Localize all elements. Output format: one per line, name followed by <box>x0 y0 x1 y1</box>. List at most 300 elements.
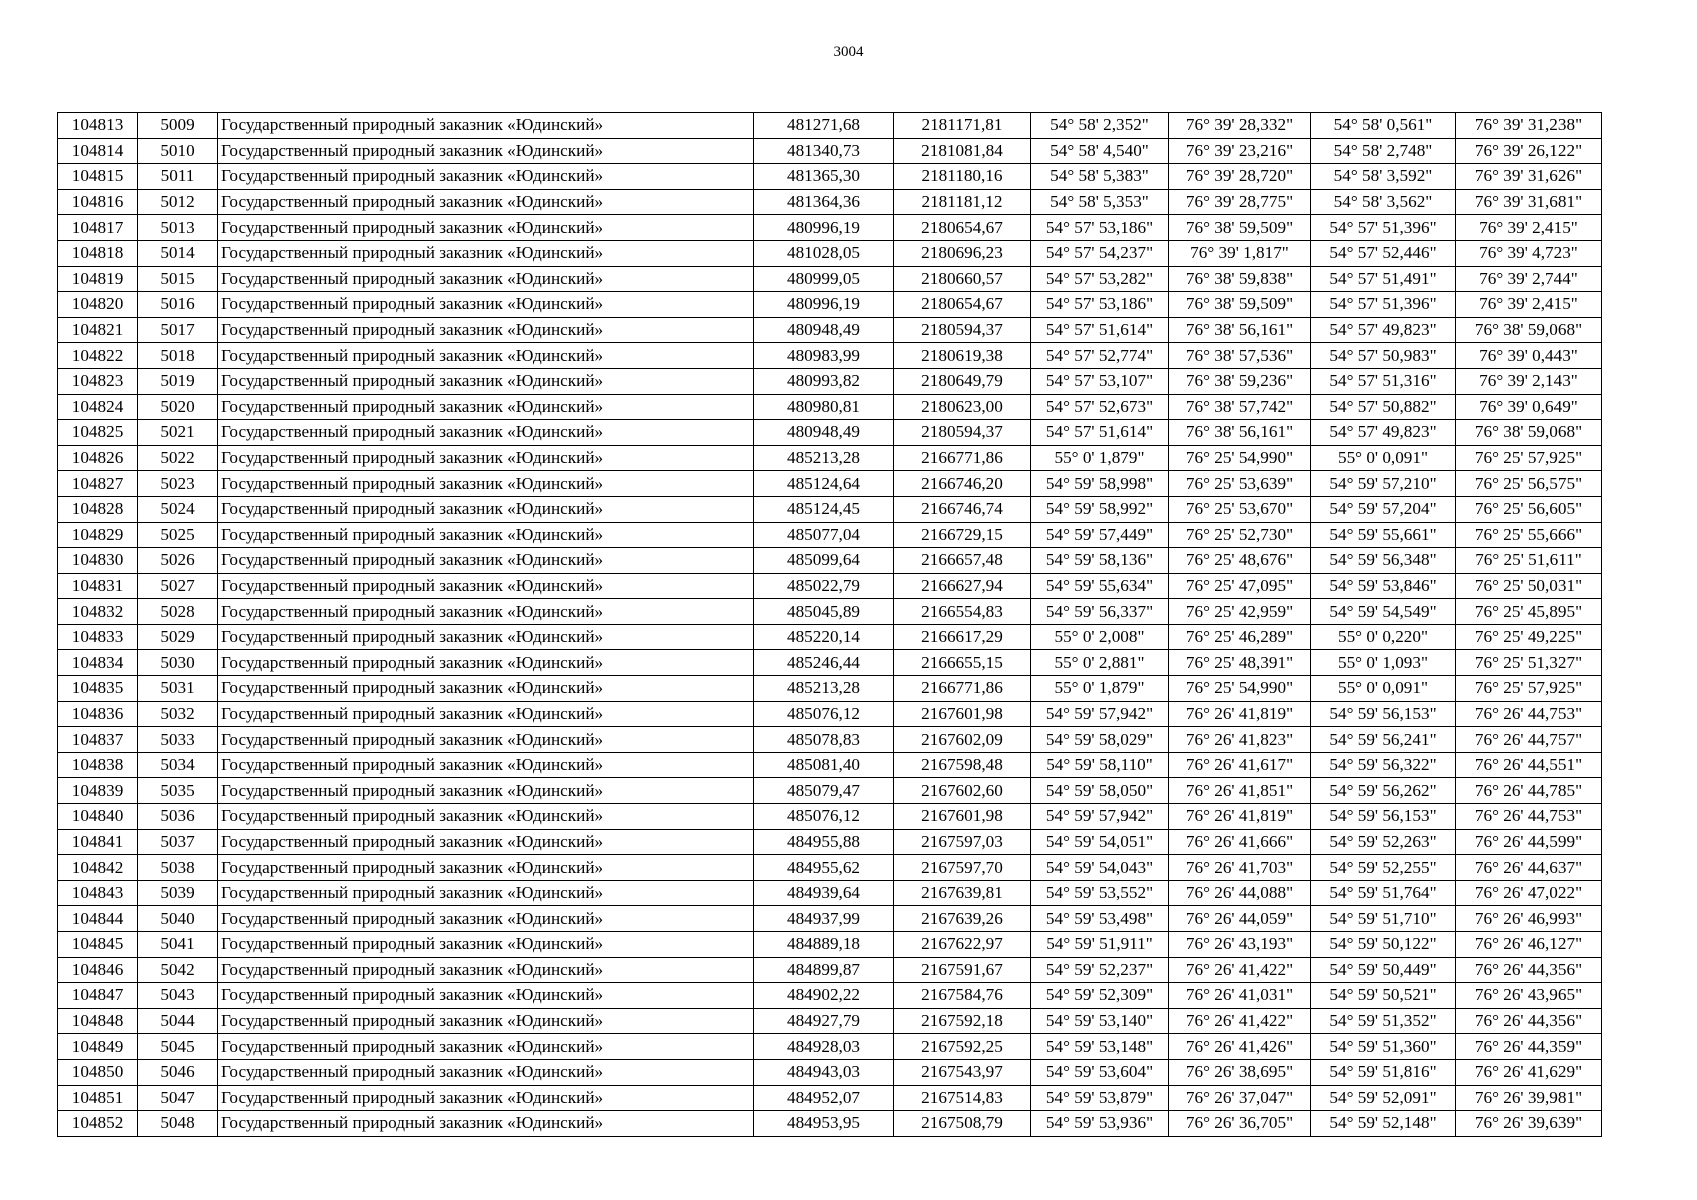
latitude-wgs-cell: 55° 0' 0,220" <box>1311 624 1456 650</box>
row-number-cell: 104847 <box>58 983 138 1009</box>
latitude-cell: 54° 59' 58,029" <box>1031 727 1169 753</box>
longitude-wgs-cell: 76° 39' 26,122" <box>1456 138 1602 164</box>
longitude-wgs-cell: 76° 26' 46,993" <box>1456 906 1602 932</box>
latitude-cell: 54° 59' 53,936" <box>1031 1111 1169 1137</box>
longitude-cell: 76° 26' 41,422" <box>1169 1008 1311 1034</box>
name-cell: Государственный природный заказник «Юдинский» <box>218 701 754 727</box>
latitude-wgs-cell: 54° 58' 2,748" <box>1311 138 1456 164</box>
latitude-cell: 54° 59' 53,498" <box>1031 906 1169 932</box>
point-number-cell: 5009 <box>138 113 218 139</box>
longitude-wgs-cell: 76° 26' 44,753" <box>1456 701 1602 727</box>
latitude-wgs-cell: 54° 59' 51,764" <box>1311 880 1456 906</box>
longitude-wgs-cell: 76° 26' 43,965" <box>1456 983 1602 1009</box>
longitude-wgs-cell: 76° 26' 39,981" <box>1456 1085 1602 1111</box>
y-coordinate-cell: 2166627,94 <box>894 573 1031 599</box>
latitude-wgs-cell: 54° 59' 56,153" <box>1311 804 1456 830</box>
longitude-cell: 76° 38' 56,161" <box>1169 317 1311 343</box>
longitude-cell: 76° 25' 47,095" <box>1169 573 1311 599</box>
latitude-wgs-cell: 55° 0' 0,091" <box>1311 676 1456 702</box>
longitude-wgs-cell: 76° 26' 44,757" <box>1456 727 1602 753</box>
latitude-cell: 54° 57' 53,186" <box>1031 292 1169 318</box>
longitude-wgs-cell: 76° 39' 31,238" <box>1456 113 1602 139</box>
table-row <box>58 932 1602 958</box>
y-coordinate-cell: 2166771,86 <box>894 676 1031 702</box>
row-number-cell: 104846 <box>58 957 138 983</box>
point-number-cell: 5016 <box>138 292 218 318</box>
longitude-wgs-cell: 76° 25' 56,575" <box>1456 471 1602 497</box>
longitude-wgs-cell: 76° 26' 44,753" <box>1456 804 1602 830</box>
x-coordinate-cell: 485220,14 <box>754 624 894 650</box>
name-cell: Государственный природный заказник «Юдинский» <box>218 1008 754 1034</box>
point-number-cell: 5039 <box>138 880 218 906</box>
table-row <box>58 368 1602 394</box>
longitude-wgs-cell: 76° 39' 4,723" <box>1456 240 1602 266</box>
latitude-cell: 54° 58' 4,540" <box>1031 138 1169 164</box>
point-number-cell: 5035 <box>138 778 218 804</box>
row-number-cell: 104818 <box>58 240 138 266</box>
y-coordinate-cell: 2181181,12 <box>894 189 1031 215</box>
longitude-cell: 76° 26' 44,088" <box>1169 880 1311 906</box>
x-coordinate-cell: 484902,22 <box>754 983 894 1009</box>
y-coordinate-cell: 2181081,84 <box>894 138 1031 164</box>
y-coordinate-cell: 2180654,67 <box>894 292 1031 318</box>
row-number-cell: 104817 <box>58 215 138 241</box>
row-number-cell: 104821 <box>58 317 138 343</box>
longitude-wgs-cell: 76° 25' 51,327" <box>1456 650 1602 676</box>
point-number-cell: 5028 <box>138 599 218 625</box>
latitude-wgs-cell: 54° 59' 51,352" <box>1311 1008 1456 1034</box>
point-number-cell: 5033 <box>138 727 218 753</box>
longitude-wgs-cell: 76° 39' 2,415" <box>1456 292 1602 318</box>
name-cell: Государственный природный заказник «Юдинский» <box>218 906 754 932</box>
y-coordinate-cell: 2167602,60 <box>894 778 1031 804</box>
row-number-cell: 104840 <box>58 804 138 830</box>
y-coordinate-cell: 2166746,74 <box>894 496 1031 522</box>
latitude-cell: 54° 59' 58,998" <box>1031 471 1169 497</box>
point-number-cell: 5029 <box>138 624 218 650</box>
x-coordinate-cell: 484955,88 <box>754 829 894 855</box>
x-coordinate-cell: 484943,03 <box>754 1059 894 1085</box>
table-row <box>58 138 1602 164</box>
x-coordinate-cell: 484927,79 <box>754 1008 894 1034</box>
y-coordinate-cell: 2180696,23 <box>894 240 1031 266</box>
x-coordinate-cell: 484953,95 <box>754 1111 894 1137</box>
longitude-wgs-cell: 76° 39' 0,649" <box>1456 394 1602 420</box>
table-row <box>58 1008 1602 1034</box>
longitude-cell: 76° 26' 41,422" <box>1169 957 1311 983</box>
x-coordinate-cell: 485081,40 <box>754 752 894 778</box>
longitude-wgs-cell: 76° 26' 44,356" <box>1456 1008 1602 1034</box>
y-coordinate-cell: 2167597,70 <box>894 855 1031 881</box>
latitude-wgs-cell: 54° 59' 54,549" <box>1311 599 1456 625</box>
table-row <box>58 573 1602 599</box>
name-cell: Государственный природный заказник «Юдинский» <box>218 445 754 471</box>
latitude-wgs-cell: 54° 59' 55,661" <box>1311 522 1456 548</box>
point-number-cell: 5027 <box>138 573 218 599</box>
x-coordinate-cell: 480996,19 <box>754 215 894 241</box>
x-coordinate-cell: 485213,28 <box>754 676 894 702</box>
row-number-cell: 104836 <box>58 701 138 727</box>
longitude-cell: 76° 25' 52,730" <box>1169 522 1311 548</box>
point-number-cell: 5048 <box>138 1111 218 1137</box>
latitude-wgs-cell: 54° 57' 52,446" <box>1311 240 1456 266</box>
x-coordinate-cell: 485022,79 <box>754 573 894 599</box>
latitude-wgs-cell: 54° 57' 49,823" <box>1311 317 1456 343</box>
name-cell: Государственный природный заказник «Юдинский» <box>218 573 754 599</box>
table-row <box>58 676 1602 702</box>
x-coordinate-cell: 480999,05 <box>754 266 894 292</box>
latitude-wgs-cell: 54° 59' 57,210" <box>1311 471 1456 497</box>
table-row <box>58 727 1602 753</box>
x-coordinate-cell: 485045,89 <box>754 599 894 625</box>
table-row <box>58 471 1602 497</box>
point-number-cell: 5017 <box>138 317 218 343</box>
latitude-cell: 54° 59' 52,237" <box>1031 957 1169 983</box>
table-row <box>58 1034 1602 1060</box>
row-number-cell: 104841 <box>58 829 138 855</box>
latitude-cell: 54° 57' 52,774" <box>1031 343 1169 369</box>
row-number-cell: 104828 <box>58 496 138 522</box>
table-row <box>58 1111 1602 1137</box>
point-number-cell: 5036 <box>138 804 218 830</box>
name-cell: Государственный природный заказник «Юдинский» <box>218 471 754 497</box>
latitude-cell: 54° 59' 54,043" <box>1031 855 1169 881</box>
y-coordinate-cell: 2167508,79 <box>894 1111 1031 1137</box>
latitude-cell: 54° 59' 57,942" <box>1031 701 1169 727</box>
point-number-cell: 5020 <box>138 394 218 420</box>
name-cell: Государственный природный заказник «Юдинский» <box>218 957 754 983</box>
name-cell: Государственный природный заказник «Юдинский» <box>218 778 754 804</box>
latitude-cell: 55° 0' 2,008" <box>1031 624 1169 650</box>
row-number-cell: 104829 <box>58 522 138 548</box>
row-number-cell: 104845 <box>58 932 138 958</box>
x-coordinate-cell: 485079,47 <box>754 778 894 804</box>
longitude-cell: 76° 25' 48,676" <box>1169 548 1311 574</box>
longitude-cell: 76° 39' 1,817" <box>1169 240 1311 266</box>
name-cell: Государственный природный заказник «Юдинский» <box>218 343 754 369</box>
point-number-cell: 5031 <box>138 676 218 702</box>
name-cell: Государственный природный заказник «Юдинский» <box>218 240 754 266</box>
name-cell: Государственный природный заказник «Юдинский» <box>218 599 754 625</box>
table-row <box>58 113 1602 139</box>
longitude-cell: 76° 39' 28,720" <box>1169 164 1311 190</box>
latitude-cell: 54° 59' 53,552" <box>1031 880 1169 906</box>
longitude-wgs-cell: 76° 26' 39,639" <box>1456 1111 1602 1137</box>
row-number-cell: 104820 <box>58 292 138 318</box>
longitude-cell: 76° 26' 41,617" <box>1169 752 1311 778</box>
longitude-cell: 76° 26' 41,703" <box>1169 855 1311 881</box>
table-row <box>58 394 1602 420</box>
latitude-wgs-cell: 54° 59' 50,122" <box>1311 932 1456 958</box>
longitude-wgs-cell: 76° 39' 2,143" <box>1456 368 1602 394</box>
point-number-cell: 5013 <box>138 215 218 241</box>
latitude-wgs-cell: 54° 59' 52,148" <box>1311 1111 1456 1137</box>
latitude-wgs-cell: 54° 59' 50,449" <box>1311 957 1456 983</box>
row-number-cell: 104838 <box>58 752 138 778</box>
x-coordinate-cell: 485246,44 <box>754 650 894 676</box>
row-number-cell: 104839 <box>58 778 138 804</box>
longitude-cell: 76° 26' 41,819" <box>1169 701 1311 727</box>
table-body <box>58 113 1602 1137</box>
longitude-wgs-cell: 76° 39' 31,626" <box>1456 164 1602 190</box>
latitude-wgs-cell: 54° 59' 56,241" <box>1311 727 1456 753</box>
row-number-cell: 104814 <box>58 138 138 164</box>
latitude-cell: 54° 59' 55,634" <box>1031 573 1169 599</box>
name-cell: Государственный природный заказник «Юдинский» <box>218 855 754 881</box>
y-coordinate-cell: 2166617,29 <box>894 624 1031 650</box>
latitude-cell: 54° 57' 51,614" <box>1031 317 1169 343</box>
row-number-cell: 104837 <box>58 727 138 753</box>
name-cell: Государственный природный заказник «Юдинский» <box>218 394 754 420</box>
y-coordinate-cell: 2180660,57 <box>894 266 1031 292</box>
latitude-cell: 54° 57' 53,107" <box>1031 368 1169 394</box>
row-number-cell: 104835 <box>58 676 138 702</box>
name-cell: Государственный природный заказник «Юдинский» <box>218 752 754 778</box>
longitude-wgs-cell: 76° 26' 44,637" <box>1456 855 1602 881</box>
row-number-cell: 104823 <box>58 368 138 394</box>
longitude-cell: 76° 38' 59,838" <box>1169 266 1311 292</box>
y-coordinate-cell: 2167601,98 <box>894 804 1031 830</box>
latitude-cell: 54° 57' 53,186" <box>1031 215 1169 241</box>
table-row <box>58 701 1602 727</box>
latitude-cell: 54° 59' 58,110" <box>1031 752 1169 778</box>
latitude-wgs-cell: 54° 59' 51,710" <box>1311 906 1456 932</box>
table-row <box>58 650 1602 676</box>
x-coordinate-cell: 485099,64 <box>754 548 894 574</box>
longitude-wgs-cell: 76° 39' 2,744" <box>1456 266 1602 292</box>
point-number-cell: 5011 <box>138 164 218 190</box>
latitude-wgs-cell: 54° 57' 51,396" <box>1311 215 1456 241</box>
longitude-wgs-cell: 76° 38' 59,068" <box>1456 420 1602 446</box>
longitude-cell: 76° 25' 54,990" <box>1169 445 1311 471</box>
name-cell: Государственный природный заказник «Юдинский» <box>218 317 754 343</box>
longitude-cell: 76° 38' 57,536" <box>1169 343 1311 369</box>
longitude-wgs-cell: 76° 25' 49,225" <box>1456 624 1602 650</box>
latitude-wgs-cell: 54° 59' 56,262" <box>1311 778 1456 804</box>
latitude-wgs-cell: 54° 59' 50,521" <box>1311 983 1456 1009</box>
latitude-cell: 54° 59' 53,879" <box>1031 1085 1169 1111</box>
x-coordinate-cell: 484889,18 <box>754 932 894 958</box>
table-row <box>58 829 1602 855</box>
point-number-cell: 5010 <box>138 138 218 164</box>
longitude-wgs-cell: 76° 26' 44,599" <box>1456 829 1602 855</box>
longitude-wgs-cell: 76° 25' 45,895" <box>1456 599 1602 625</box>
latitude-wgs-cell: 54° 59' 57,204" <box>1311 496 1456 522</box>
longitude-wgs-cell: 76° 26' 44,359" <box>1456 1034 1602 1060</box>
longitude-wgs-cell: 76° 25' 57,925" <box>1456 445 1602 471</box>
latitude-wgs-cell: 54° 59' 51,816" <box>1311 1059 1456 1085</box>
latitude-cell: 54° 59' 53,148" <box>1031 1034 1169 1060</box>
longitude-cell: 76° 38' 56,161" <box>1169 420 1311 446</box>
x-coordinate-cell: 481028,05 <box>754 240 894 266</box>
table-row <box>58 624 1602 650</box>
table-row <box>58 164 1602 190</box>
row-number-cell: 104827 <box>58 471 138 497</box>
latitude-cell: 54° 59' 58,992" <box>1031 496 1169 522</box>
point-number-cell: 5046 <box>138 1059 218 1085</box>
row-number-cell: 104832 <box>58 599 138 625</box>
latitude-wgs-cell: 54° 57' 51,316" <box>1311 368 1456 394</box>
name-cell: Государственный природный заказник «Юдинский» <box>218 1059 754 1085</box>
row-number-cell: 104842 <box>58 855 138 881</box>
latitude-wgs-cell: 54° 57' 51,396" <box>1311 292 1456 318</box>
latitude-cell: 54° 57' 54,237" <box>1031 240 1169 266</box>
y-coordinate-cell: 2167514,83 <box>894 1085 1031 1111</box>
table-row <box>58 880 1602 906</box>
x-coordinate-cell: 481340,73 <box>754 138 894 164</box>
table-row <box>58 778 1602 804</box>
name-cell: Государственный природный заказник «Юдинский» <box>218 880 754 906</box>
y-coordinate-cell: 2167543,97 <box>894 1059 1031 1085</box>
x-coordinate-cell: 485076,12 <box>754 804 894 830</box>
table-row <box>58 752 1602 778</box>
row-number-cell: 104831 <box>58 573 138 599</box>
point-number-cell: 5041 <box>138 932 218 958</box>
y-coordinate-cell: 2181171,81 <box>894 113 1031 139</box>
x-coordinate-cell: 480993,82 <box>754 368 894 394</box>
point-number-cell: 5040 <box>138 906 218 932</box>
point-number-cell: 5032 <box>138 701 218 727</box>
name-cell: Государственный природный заказник «Юдинский» <box>218 266 754 292</box>
y-coordinate-cell: 2166746,20 <box>894 471 1031 497</box>
x-coordinate-cell: 484952,07 <box>754 1085 894 1111</box>
latitude-cell: 55° 0' 2,881" <box>1031 650 1169 676</box>
y-coordinate-cell: 2167598,48 <box>894 752 1031 778</box>
y-coordinate-cell: 2180619,38 <box>894 343 1031 369</box>
y-coordinate-cell: 2180594,37 <box>894 317 1031 343</box>
point-number-cell: 5019 <box>138 368 218 394</box>
table-row <box>58 1085 1602 1111</box>
latitude-wgs-cell: 54° 57' 51,491" <box>1311 266 1456 292</box>
point-number-cell: 5045 <box>138 1034 218 1060</box>
longitude-cell: 76° 26' 41,851" <box>1169 778 1311 804</box>
latitude-wgs-cell: 54° 59' 52,091" <box>1311 1085 1456 1111</box>
longitude-cell: 76° 38' 57,742" <box>1169 394 1311 420</box>
longitude-cell: 76° 38' 59,509" <box>1169 292 1311 318</box>
point-number-cell: 5021 <box>138 420 218 446</box>
latitude-cell: 54° 59' 53,140" <box>1031 1008 1169 1034</box>
longitude-wgs-cell: 76° 26' 47,022" <box>1456 880 1602 906</box>
point-number-cell: 5026 <box>138 548 218 574</box>
x-coordinate-cell: 485078,83 <box>754 727 894 753</box>
longitude-wgs-cell: 76° 39' 31,681" <box>1456 189 1602 215</box>
point-number-cell: 5037 <box>138 829 218 855</box>
y-coordinate-cell: 2167639,81 <box>894 880 1031 906</box>
x-coordinate-cell: 484937,99 <box>754 906 894 932</box>
y-coordinate-cell: 2167622,97 <box>894 932 1031 958</box>
y-coordinate-cell: 2180623,00 <box>894 394 1031 420</box>
table-row <box>58 496 1602 522</box>
name-cell: Государственный природный заказник «Юдинский» <box>218 138 754 164</box>
row-number-cell: 104852 <box>58 1111 138 1137</box>
point-number-cell: 5014 <box>138 240 218 266</box>
latitude-cell: 54° 59' 54,051" <box>1031 829 1169 855</box>
table-row <box>58 599 1602 625</box>
latitude-cell: 54° 57' 53,282" <box>1031 266 1169 292</box>
latitude-cell: 54° 58' 5,353" <box>1031 189 1169 215</box>
row-number-cell: 104819 <box>58 266 138 292</box>
name-cell: Государственный природный заказник «Юдинский» <box>218 804 754 830</box>
coordinates-table <box>57 112 1602 1137</box>
row-number-cell: 104815 <box>58 164 138 190</box>
page-number: 3004 <box>833 44 864 60</box>
y-coordinate-cell: 2167591,67 <box>894 957 1031 983</box>
name-cell: Государственный природный заказник «Юдинский» <box>218 496 754 522</box>
longitude-cell: 76° 26' 41,031" <box>1169 983 1311 1009</box>
point-number-cell: 5025 <box>138 522 218 548</box>
longitude-wgs-cell: 76° 39' 0,443" <box>1456 343 1602 369</box>
latitude-wgs-cell: 54° 57' 50,983" <box>1311 343 1456 369</box>
row-number-cell: 104813 <box>58 113 138 139</box>
longitude-cell: 76° 26' 43,193" <box>1169 932 1311 958</box>
x-coordinate-cell: 484955,62 <box>754 855 894 881</box>
point-number-cell: 5043 <box>138 983 218 1009</box>
table-row <box>58 548 1602 574</box>
latitude-wgs-cell: 54° 59' 53,846" <box>1311 573 1456 599</box>
name-cell: Государственный природный заказник «Юдинский» <box>218 650 754 676</box>
latitude-wgs-cell: 55° 0' 1,093" <box>1311 650 1456 676</box>
y-coordinate-cell: 2167592,18 <box>894 1008 1031 1034</box>
table-row <box>58 240 1602 266</box>
latitude-cell: 55° 0' 1,879" <box>1031 676 1169 702</box>
name-cell: Государственный природный заказник «Юдинский» <box>218 829 754 855</box>
name-cell: Государственный природный заказник «Юдинский» <box>218 522 754 548</box>
x-coordinate-cell: 485124,64 <box>754 471 894 497</box>
x-coordinate-cell: 485124,45 <box>754 496 894 522</box>
point-number-cell: 5012 <box>138 189 218 215</box>
x-coordinate-cell: 481271,68 <box>754 113 894 139</box>
longitude-cell: 76° 26' 38,695" <box>1169 1059 1311 1085</box>
y-coordinate-cell: 2167592,25 <box>894 1034 1031 1060</box>
latitude-wgs-cell: 54° 57' 50,882" <box>1311 394 1456 420</box>
latitude-wgs-cell: 54° 58' 3,592" <box>1311 164 1456 190</box>
longitude-wgs-cell: 76° 25' 56,605" <box>1456 496 1602 522</box>
point-number-cell: 5038 <box>138 855 218 881</box>
name-cell: Государственный природный заказник «Юдинский» <box>218 215 754 241</box>
latitude-wgs-cell: 54° 59' 56,153" <box>1311 701 1456 727</box>
table-row <box>58 215 1602 241</box>
x-coordinate-cell: 484939,64 <box>754 880 894 906</box>
latitude-wgs-cell: 54° 59' 56,348" <box>1311 548 1456 574</box>
y-coordinate-cell: 2166655,15 <box>894 650 1031 676</box>
x-coordinate-cell: 485213,28 <box>754 445 894 471</box>
table-row <box>58 906 1602 932</box>
row-number-cell: 104833 <box>58 624 138 650</box>
latitude-cell: 54° 59' 58,050" <box>1031 778 1169 804</box>
name-cell: Государственный природный заказник «Юдинский» <box>218 548 754 574</box>
longitude-cell: 76° 38' 59,236" <box>1169 368 1311 394</box>
latitude-cell: 54° 59' 53,604" <box>1031 1059 1169 1085</box>
row-number-cell: 104822 <box>58 343 138 369</box>
row-number-cell: 104816 <box>58 189 138 215</box>
longitude-wgs-cell: 76° 38' 59,068" <box>1456 317 1602 343</box>
point-number-cell: 5022 <box>138 445 218 471</box>
table-row <box>58 855 1602 881</box>
table-row <box>58 343 1602 369</box>
name-cell: Государственный природный заказник «Юдинский» <box>218 368 754 394</box>
row-number-cell: 104830 <box>58 548 138 574</box>
y-coordinate-cell: 2167639,26 <box>894 906 1031 932</box>
point-number-cell: 5034 <box>138 752 218 778</box>
name-cell: Государственный природный заказник «Юдинский» <box>218 164 754 190</box>
longitude-cell: 76° 39' 28,332" <box>1169 113 1311 139</box>
longitude-wgs-cell: 76° 26' 44,356" <box>1456 957 1602 983</box>
longitude-cell: 76° 26' 44,059" <box>1169 906 1311 932</box>
x-coordinate-cell: 480948,49 <box>754 420 894 446</box>
row-number-cell: 104848 <box>58 1008 138 1034</box>
latitude-cell: 54° 59' 51,911" <box>1031 932 1169 958</box>
point-number-cell: 5030 <box>138 650 218 676</box>
